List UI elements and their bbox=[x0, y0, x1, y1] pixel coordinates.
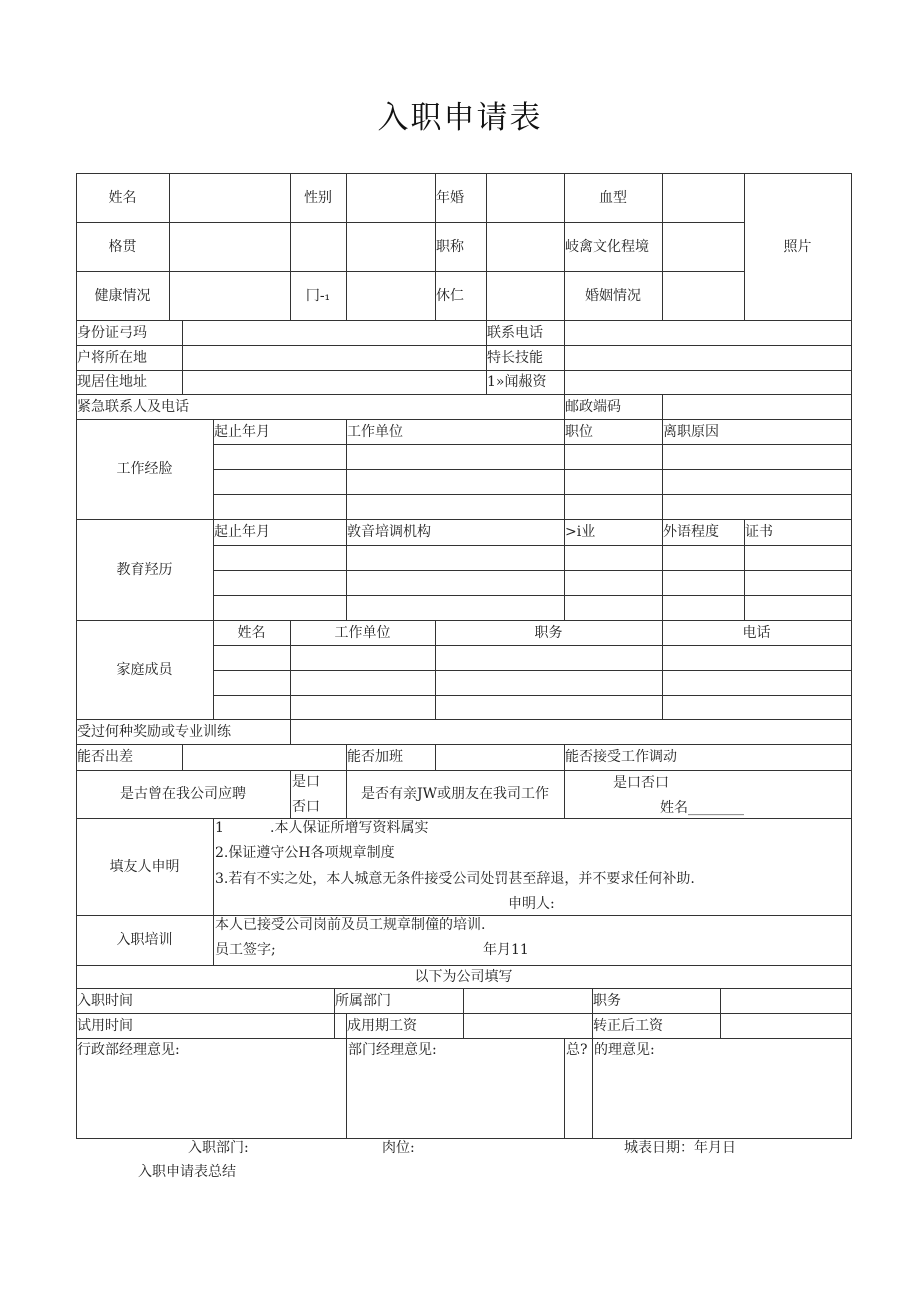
emergency-contact-field[interactable] bbox=[240, 395, 564, 419]
table-row[interactable] bbox=[214, 470, 851, 494]
declaration-line3: 3.若有不实之处，本人城意无条件接受公司处罚甚至辞退，并不要求任何补助. bbox=[215, 871, 695, 887]
family-header-position: 职务 bbox=[534, 624, 563, 641]
native-place-field[interactable] bbox=[170, 223, 290, 271]
id-number-label: 身份证弓玛 bbox=[77, 324, 147, 341]
company-section-header: 以下为公司填写 bbox=[414, 968, 513, 985]
table-row[interactable] bbox=[214, 445, 851, 469]
postal-code-label: 邮政端码 bbox=[565, 398, 621, 415]
position-label: 职务 bbox=[593, 992, 621, 1009]
phone-label: 联系电话 bbox=[487, 324, 543, 341]
edu-header-period: 起止年月 bbox=[214, 524, 270, 540]
awards-field[interactable] bbox=[291, 720, 851, 744]
department-label: 所属部门 bbox=[335, 992, 391, 1009]
applied-yes-checkbox[interactable]: 是口 bbox=[292, 774, 320, 790]
name-field[interactable] bbox=[170, 174, 290, 222]
family-header-company: 工作单位 bbox=[334, 624, 391, 641]
table-row[interactable] bbox=[214, 671, 851, 695]
gm-opinion-field[interactable] bbox=[593, 1060, 851, 1138]
height-field[interactable] bbox=[347, 272, 435, 320]
table-row[interactable] bbox=[214, 646, 851, 670]
declaration-line1: .本人保证所增写资料属实 bbox=[270, 820, 429, 836]
phone-field[interactable] bbox=[565, 321, 851, 345]
photo-box[interactable]: 照片 bbox=[783, 238, 812, 255]
applied-no-checkbox[interactable]: 否口 bbox=[292, 799, 320, 815]
dept-opinion-label: 部门经理意见: bbox=[348, 1042, 437, 1058]
work-header-reason: 离职原因 bbox=[663, 423, 719, 440]
regular-salary-label: 转正后工资 bbox=[593, 1017, 663, 1034]
dept-opinion-field[interactable] bbox=[347, 1060, 564, 1138]
admin-opinion-label: 行政部经理意见: bbox=[77, 1042, 180, 1058]
work-header-period: 起止年月 bbox=[214, 423, 270, 440]
overtime-label: 能否加班 bbox=[347, 749, 403, 765]
education-level-field[interactable] bbox=[663, 223, 744, 271]
gm-opinion-prefix: 总? bbox=[566, 1042, 588, 1058]
name-label: 姓名 bbox=[108, 189, 137, 206]
expected-salary-field[interactable] bbox=[565, 371, 851, 394]
training-date: 年月11 bbox=[483, 942, 529, 958]
table-row[interactable] bbox=[214, 495, 851, 519]
training-statement: 本人已接受公司岗前及员工规章制僮的培训. bbox=[215, 917, 486, 933]
postal-code-field[interactable] bbox=[663, 395, 851, 419]
weight-field[interactable] bbox=[487, 272, 564, 320]
table-row[interactable] bbox=[214, 571, 851, 595]
probation-salary-label: 成用期工资 bbox=[347, 1017, 417, 1034]
job-title-field[interactable] bbox=[487, 223, 564, 271]
family-header-name: 姓名 bbox=[237, 624, 266, 641]
edu-header-major: >i业 bbox=[565, 524, 596, 540]
declarant-signature-label: 申明人: bbox=[508, 896, 555, 912]
age-label: 年婚 bbox=[436, 189, 464, 206]
relatives-yes-no-checkbox[interactable]: 是口否口 bbox=[613, 775, 669, 791]
table-row[interactable] bbox=[214, 596, 851, 620]
age-field[interactable] bbox=[487, 174, 564, 222]
work-header-position: 职位 bbox=[565, 423, 593, 440]
employee-signature-label: 员工签字; bbox=[215, 942, 276, 958]
weight-label: 休仁 bbox=[436, 287, 464, 304]
declaration-line1-number: 1 bbox=[215, 820, 224, 836]
employee-signature-field[interactable] bbox=[285, 940, 465, 960]
relatives-label: 是否有亲JW或朋友在我司工作 bbox=[360, 786, 549, 802]
travel-label: 能否出差 bbox=[77, 749, 133, 765]
relatives-name-field[interactable]: 姓名________ bbox=[660, 800, 744, 816]
footer-summary: 入职申请表总结 bbox=[138, 1164, 236, 1180]
marital-label: 婚姻情况 bbox=[585, 287, 641, 304]
table-row[interactable] bbox=[214, 696, 851, 719]
edu-header-certificate: 证书 bbox=[745, 524, 773, 540]
job-title-label: 职称 bbox=[436, 238, 464, 255]
address-label: 现居住地址 bbox=[77, 374, 147, 390]
blood-type-field[interactable] bbox=[663, 174, 744, 222]
admin-opinion-field[interactable] bbox=[77, 1060, 345, 1138]
height-label: 冂-₁ bbox=[305, 287, 331, 304]
blood-type-label: 血型 bbox=[599, 189, 627, 206]
declarant-signature-field[interactable] bbox=[560, 894, 680, 914]
footer-fill-date: 城表日期：年月日 bbox=[624, 1140, 736, 1156]
skills-field[interactable] bbox=[565, 346, 851, 370]
training-label: 入职培训 bbox=[116, 932, 173, 948]
family-header-phone: 电话 bbox=[742, 624, 771, 641]
awards-label: 受过何种奖励或专业训练 bbox=[77, 723, 231, 740]
edu-header-institution: 敦音培调机构 bbox=[347, 524, 431, 540]
work-header-company: 工作单位 bbox=[347, 423, 403, 440]
entry-time-label: 入职时间 bbox=[77, 992, 133, 1009]
work-experience-label: 工作经脸 bbox=[116, 461, 173, 477]
footer-entry-dept: 入职部门: bbox=[188, 1140, 249, 1156]
health-label: 健康情况 bbox=[94, 287, 151, 304]
education-history-label: 教育羟历 bbox=[116, 561, 173, 578]
education-level-label: 岐禽文化程境 bbox=[565, 238, 649, 255]
probation-salary-field[interactable] bbox=[464, 1014, 592, 1038]
probation-time-label: 试用时间 bbox=[77, 1017, 133, 1034]
emergency-contact-label: 紧急联系人及电话 bbox=[77, 398, 189, 415]
expected-salary-label: 1»闻赧资 bbox=[487, 374, 547, 390]
gender-field[interactable] bbox=[347, 174, 435, 222]
overtime-field[interactable] bbox=[436, 745, 564, 770]
skills-label: 特长技能 bbox=[487, 349, 543, 366]
position-field[interactable] bbox=[721, 989, 851, 1013]
address-field[interactable] bbox=[183, 371, 486, 394]
travel-field[interactable] bbox=[183, 745, 346, 770]
id-number-field[interactable] bbox=[183, 321, 486, 345]
edu-header-language: 外语程度 bbox=[663, 524, 719, 540]
department-field[interactable] bbox=[464, 989, 592, 1013]
hukou-label: 户将所在地 bbox=[77, 349, 147, 366]
gm-opinion-label: 的理意见: bbox=[594, 1042, 655, 1058]
family-members-label: 家庭成员 bbox=[116, 661, 173, 678]
gender-label: 性别 bbox=[304, 189, 332, 206]
regular-salary-field[interactable] bbox=[721, 1014, 851, 1038]
hukou-field[interactable] bbox=[183, 346, 486, 370]
native-place-label: 格贯 bbox=[108, 238, 137, 255]
transfer-label: 能否接受工作调动 bbox=[565, 749, 677, 765]
table-row[interactable] bbox=[214, 546, 851, 570]
page-title: 入职申请表 bbox=[377, 100, 543, 136]
footer-post: 肉位: bbox=[382, 1140, 415, 1156]
declaration-line2: 2.保证遵守公H各项规章制度 bbox=[215, 845, 395, 861]
declaration-label: 填友人申明 bbox=[109, 858, 180, 875]
marital-field[interactable] bbox=[663, 272, 744, 320]
health-field[interactable] bbox=[170, 272, 290, 320]
applied-before-label: 是古曾在我公司应聘 bbox=[120, 786, 246, 802]
